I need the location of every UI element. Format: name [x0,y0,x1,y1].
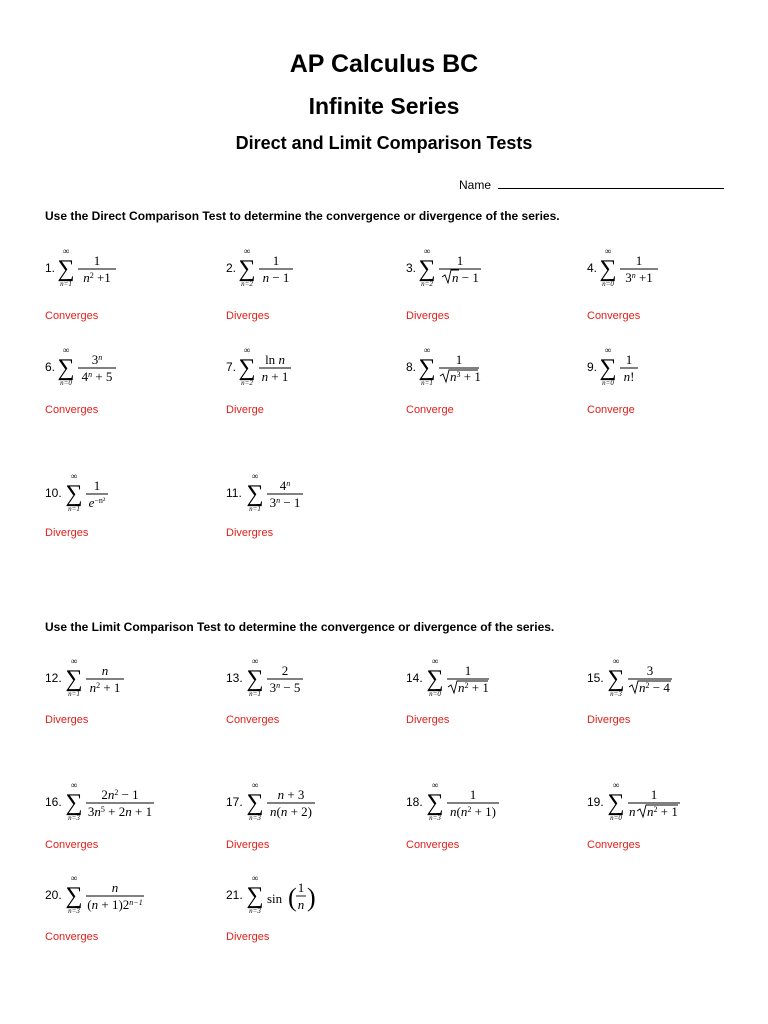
section1-instruction: Use the Direct Comparison Test to determine the convergence or divergence of the series. [45,209,560,223]
problem-20 [45,870,225,920]
math-glyph: sin [267,891,283,906]
svg-text:3n − 1: $3^n - 1$ [269,495,301,510]
answer-label: Converges [45,404,99,416]
problem-14 [406,653,586,703]
math-glyph: n=3 [68,814,80,822]
math-glyph [86,880,144,912]
math-glyph [267,663,303,695]
svg-text:n + 1: n + 1 [261,369,289,384]
problem-number: 14. [406,671,423,685]
math-glyph: n=1 [68,690,80,698]
svg-text:1: 1 [93,478,101,493]
problem-number: 6. [45,360,56,374]
problem-number: 11. [226,486,242,500]
math-glyph: ∑ [246,666,264,692]
answer-label: Converges [45,310,99,322]
problem-15 [587,653,767,703]
math-glyph [620,352,638,384]
svg-text:1: 1 [635,253,643,268]
svg-text:n3 + 1: $n^3 + 1$ [450,369,481,384]
series-expression [65,872,175,918]
series-expression [426,655,536,701]
problem-number: 1. [45,261,56,275]
svg-text:n(n + 2): n(n + 2) [269,804,313,819]
math-glyph: ∞ [70,471,78,481]
math-glyph: 1 [297,880,305,895]
answer-label: Diverges [45,527,89,539]
math-glyph: n=0 [60,379,72,387]
problem-number: 9. [587,360,598,374]
unit-title: Infinite Series [308,93,460,119]
problem-number: 2. [226,261,237,275]
math-glyph: ∑ [65,481,83,507]
svg-text:1: 1 [93,253,101,268]
name-blank-line[interactable] [498,176,724,189]
series-expression [57,344,167,390]
problem-13 [226,653,406,703]
svg-text:n2 − 4: $n^2 - 4$ [639,680,670,695]
math-glyph: ∑ [426,666,444,692]
svg-text:3n +1: $3^n +1$ [625,270,653,285]
math-glyph: ∞ [431,656,439,666]
svg-text:1: 1 [650,787,658,802]
svg-text:n: n [101,663,109,678]
series-expression [65,470,175,516]
math-glyph: ∞ [604,345,612,355]
problem-number: 16. [45,795,62,809]
problem-number: 19. [587,795,604,809]
topic-title: Direct and Limit Comparison Tests [235,133,533,153]
answer-label: Converges [45,931,99,943]
math-glyph: ( [288,883,297,912]
math-glyph: ∑ [246,790,264,816]
problem-number: 21. [226,888,243,902]
svg-text:4n + 5: $4^n + 5$ [81,369,113,384]
svg-text:(n + 1)2n−1: $(n + 1)2^{n-1}$ [87,897,143,912]
section2-instruction: Use the Limit Comparison Test to determine the convergence or divergence of the series. [45,620,555,634]
series-expression [238,245,348,291]
math-glyph: ∑ [65,883,83,909]
math-glyph [86,478,108,510]
problem-16 [45,777,225,827]
problem-8 [406,342,586,392]
series-expression [418,245,528,291]
math-glyph: n [297,897,305,912]
math-glyph: n=0 [602,280,614,288]
math-glyph: n=2 [241,280,253,288]
math-glyph: ∞ [70,780,78,790]
answer-label: Diverges [587,714,631,726]
answer-label: Divergres [226,527,274,539]
math-glyph: ∞ [612,656,620,666]
svg-text:1: 1 [272,253,280,268]
math-glyph: n=3 [429,814,441,822]
series-expression [246,872,356,918]
problem-number: 15. [587,671,604,685]
svg-text:n2 +1: $n^2 +1$ [83,270,111,285]
math-glyph: ∞ [70,873,78,883]
svg-text:n2 + 1: $n^2 + 1$ [458,680,489,695]
problem-19 [587,777,767,827]
math-glyph: n=1 [421,379,433,387]
math-glyph: ∑ [246,883,264,909]
problem-number: 18. [406,795,423,809]
answer-label: Converges [587,310,641,322]
svg-text:2n2 − 1: $2n^2 - 1$ [101,787,139,802]
answer-label: Converges [45,839,99,851]
math-glyph: ∑ [599,256,617,282]
problem-18 [406,777,586,827]
problem-21 [226,870,406,920]
math-glyph: ∞ [612,780,620,790]
math-glyph: ∞ [423,246,431,256]
problem-12 [45,653,225,703]
math-glyph: n=3 [249,907,261,915]
problem-number: 7. [226,360,237,374]
answer-label: Diverges [226,839,270,851]
problem-10 [45,468,225,518]
series-expression [246,470,356,516]
answer-label: Converges [406,839,460,851]
answer-label: Diverges [406,714,450,726]
problem-9 [587,342,767,392]
problem-6 [45,342,225,392]
series-expression [418,344,528,390]
svg-text:1: 1 [625,352,633,367]
svg-text:2: 2 [281,663,289,678]
problem-11 [226,468,406,518]
answer-label: Converges [226,714,280,726]
math-glyph: ∞ [243,246,251,256]
problem-number: 13. [226,671,243,685]
series-expression [238,344,348,390]
svg-text:n: n [111,880,119,895]
svg-text:n: n [629,804,636,819]
math-glyph [259,253,293,285]
math-glyph: n=3 [610,690,622,698]
math-glyph [620,253,658,285]
answer-label: Converge [406,404,454,416]
answer-label: Diverges [45,714,89,726]
svg-text:n + 3: n + 3 [277,787,305,802]
math-glyph [628,787,680,819]
svg-text:1: 1 [464,663,472,678]
svg-text:ln n: ln n [265,352,285,367]
math-glyph [447,787,499,819]
answer-label: Diverges [226,931,270,943]
math-glyph [86,787,154,819]
series-expression [57,245,167,291]
problem-number: 20. [45,888,62,902]
svg-text:3n5 + 2n + 1: $3n^5 + 2n + 1$ [87,804,153,819]
problem-1 [45,243,225,293]
math-glyph: ∞ [251,656,259,666]
math-glyph: n=3 [68,907,80,915]
math-glyph: ∞ [251,780,259,790]
math-glyph: n=1 [68,505,80,513]
math-glyph [259,352,291,384]
math-glyph: n=2 [241,379,253,387]
problem-number: 3. [406,261,417,275]
math-glyph: n=3 [249,814,261,822]
problem-7 [226,342,406,392]
math-glyph: ∑ [238,355,256,381]
math-glyph: ∑ [238,256,256,282]
math-glyph: ∞ [62,345,70,355]
math-glyph [267,787,315,819]
math-glyph [78,253,116,285]
math-glyph: ∑ [607,790,625,816]
math-glyph: ∞ [604,246,612,256]
svg-text:e−n²: $e^{-n^2}$ [88,495,106,510]
math-glyph: ∑ [65,666,83,692]
svg-text:3n: 3$^n$ [91,352,103,367]
math-glyph: ∞ [243,345,251,355]
math-glyph: ∑ [599,355,617,381]
math-glyph: ∑ [57,355,75,381]
answer-label: Diverges [406,310,450,322]
math-glyph: ∑ [426,790,444,816]
series-expression [246,779,356,825]
math-glyph: ∑ [418,256,436,282]
svg-text:n(n2 + 1): $n(n^2 + 1)$ [449,804,497,819]
series-expression [607,779,717,825]
math-glyph: ∞ [431,780,439,790]
problem-number: 8. [406,360,417,374]
math-glyph: n=1 [60,280,72,288]
math-glyph: n=0 [602,379,614,387]
series-expression [65,779,175,825]
math-glyph: ∞ [251,471,259,481]
svg-text:n − 1: n − 1 [262,270,290,285]
svg-text:3n − 5: $3^n - 5$ [269,680,301,695]
math-glyph: ∞ [62,246,70,256]
problem-17 [226,777,406,827]
math-glyph [628,663,672,695]
course-title: AP Calculus BC [289,50,479,78]
name-field[interactable] [459,176,724,192]
svg-text:n!: n! [623,369,635,384]
series-expression [65,655,175,701]
problem-3 [406,243,586,293]
math-glyph: n=0 [429,690,441,698]
name-label: Name [459,178,492,192]
problem-number: 10. [45,486,62,500]
answer-label: Diverges [226,310,270,322]
math-glyph [78,352,116,384]
math-glyph: n=2 [421,280,433,288]
math-glyph [86,663,124,695]
math-glyph: ) [307,883,316,912]
problem-number: 17. [226,795,243,809]
svg-text:3: 3 [646,663,654,678]
svg-text:n2 + 1: $n^2 + 1$ [647,804,678,819]
math-glyph: ∑ [418,355,436,381]
math-glyph: ∞ [251,873,259,883]
svg-text:1: 1 [469,787,477,802]
math-glyph [447,663,489,695]
svg-text:n − 1: n − 1 [452,270,479,285]
math-glyph: n=1 [249,690,261,698]
math-glyph: ∑ [65,790,83,816]
math-glyph [439,352,481,384]
math-glyph: ∑ [607,666,625,692]
answer-label: Converge [587,404,635,416]
series-expression [246,655,356,701]
math-glyph: ∑ [57,256,75,282]
math-glyph [267,478,303,510]
math-glyph: ∞ [70,656,78,666]
series-expression [599,344,709,390]
answer-label: Converges [587,839,641,851]
problem-number: 4. [587,261,598,275]
svg-text:n2 + 1: $n^2 + 1$ [89,680,121,695]
math-glyph: n=1 [249,505,261,513]
math-glyph: ∑ [246,481,264,507]
problem-number: 12. [45,671,62,685]
answer-label: Diverge [226,404,264,416]
series-expression [607,655,717,701]
svg-text:4n: 4$^n$ [279,478,291,493]
problem-4 [587,243,767,293]
series-expression [599,245,709,291]
math-glyph: ∞ [423,345,431,355]
math-glyph: n=0 [610,814,622,822]
math-glyph [439,253,481,285]
series-expression [426,779,536,825]
problem-2 [226,243,406,293]
svg-text:1: 1 [455,352,463,367]
svg-text:1: 1 [456,253,464,268]
